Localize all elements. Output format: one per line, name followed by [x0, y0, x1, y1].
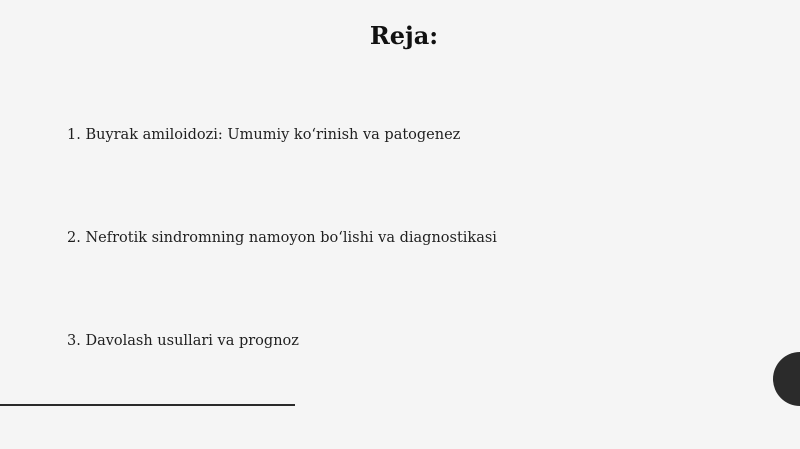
decorative-circle — [773, 352, 800, 406]
plan-item-2: 2. Nefrotik sindromning namoyon bo‘lishi va diagnostikasi — [67, 230, 497, 246]
bottom-divider-line — [0, 404, 295, 406]
plan-item-3: 3. Davolash usullari va prognoz — [67, 333, 299, 349]
plan-item-1: 1. Buyrak amiloidozi: Umumiy ko‘rinish va patogenez — [67, 127, 461, 143]
slide-title: Reja: — [369, 21, 439, 50]
